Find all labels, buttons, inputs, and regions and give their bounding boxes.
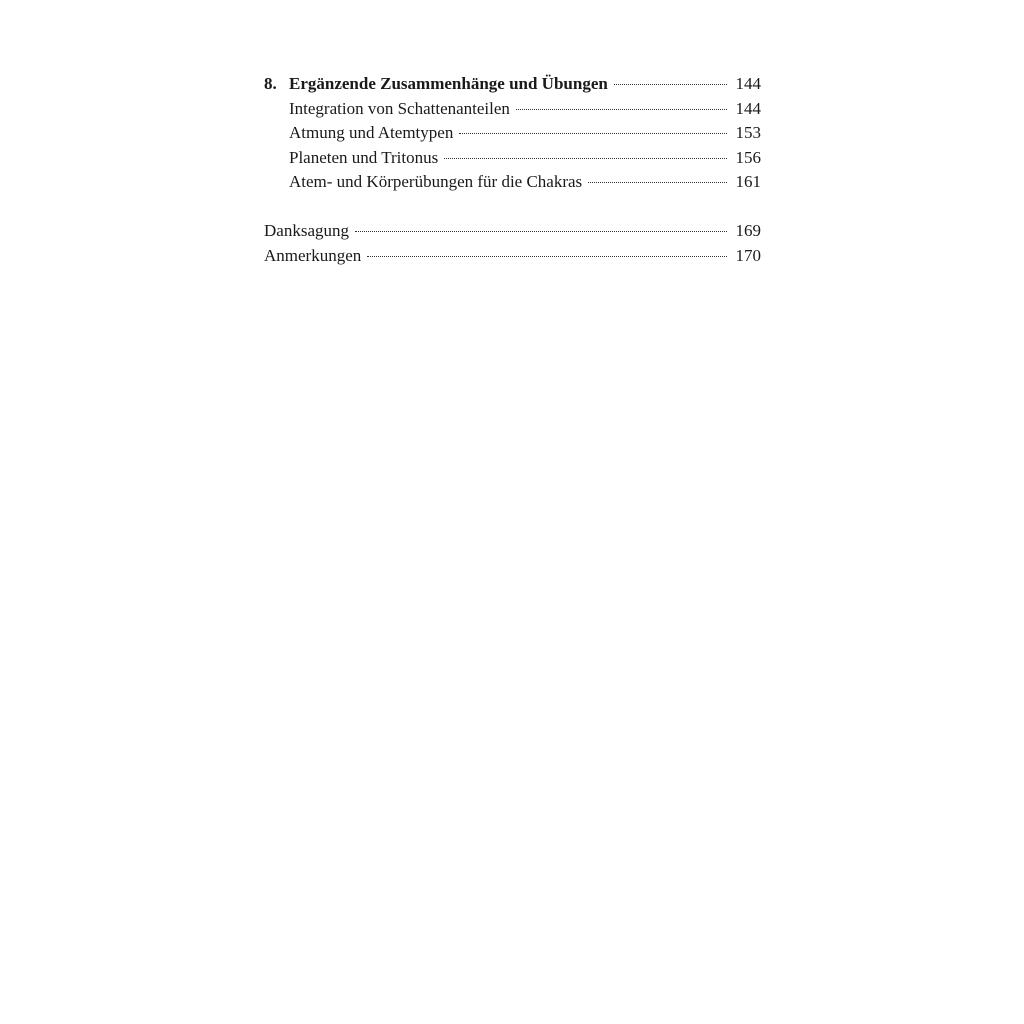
dot-leader	[367, 256, 727, 257]
chapter-title: Ergänzende Zusammenhänge und Übungen	[289, 74, 608, 93]
toc-chapter-8[interactable]	[264, 72, 761, 97]
page-number: 161	[735, 172, 761, 191]
dot-leader	[444, 158, 727, 159]
dot-leader	[355, 231, 727, 232]
dot-leader	[614, 84, 727, 85]
toc-section[interactable]	[264, 121, 761, 146]
page-number: 170	[735, 245, 761, 265]
toc-section[interactable]	[264, 170, 761, 195]
section-title: Integration von Schattenanteilen	[289, 98, 510, 118]
section-title: Atem- und Körperübungen für die Chakras	[289, 172, 583, 191]
page-number: 169	[735, 221, 761, 240]
toc-gap	[264, 195, 761, 220]
section-title: Planeten und Tritonus	[289, 147, 439, 167]
page-number: 144	[735, 74, 761, 93]
page-number: 144	[735, 98, 761, 118]
table-of-contents	[264, 72, 761, 268]
chapter-number: 8.	[264, 74, 277, 93]
page-number: 156	[735, 147, 761, 167]
dot-leader	[516, 109, 727, 110]
toc-section[interactable]	[264, 97, 761, 122]
dot-leader	[459, 133, 727, 134]
toc-back-matter-item[interactable]	[264, 219, 761, 244]
back-matter-title: Danksagung	[264, 221, 349, 240]
toc-back-matter-item[interactable]	[264, 244, 761, 269]
dot-leader	[588, 182, 727, 183]
back-matter-title: Anmerkungen	[264, 245, 362, 265]
section-title: Atmung und Atemtypen	[289, 123, 454, 142]
page-number: 153	[735, 123, 761, 142]
toc-section[interactable]	[264, 146, 761, 171]
